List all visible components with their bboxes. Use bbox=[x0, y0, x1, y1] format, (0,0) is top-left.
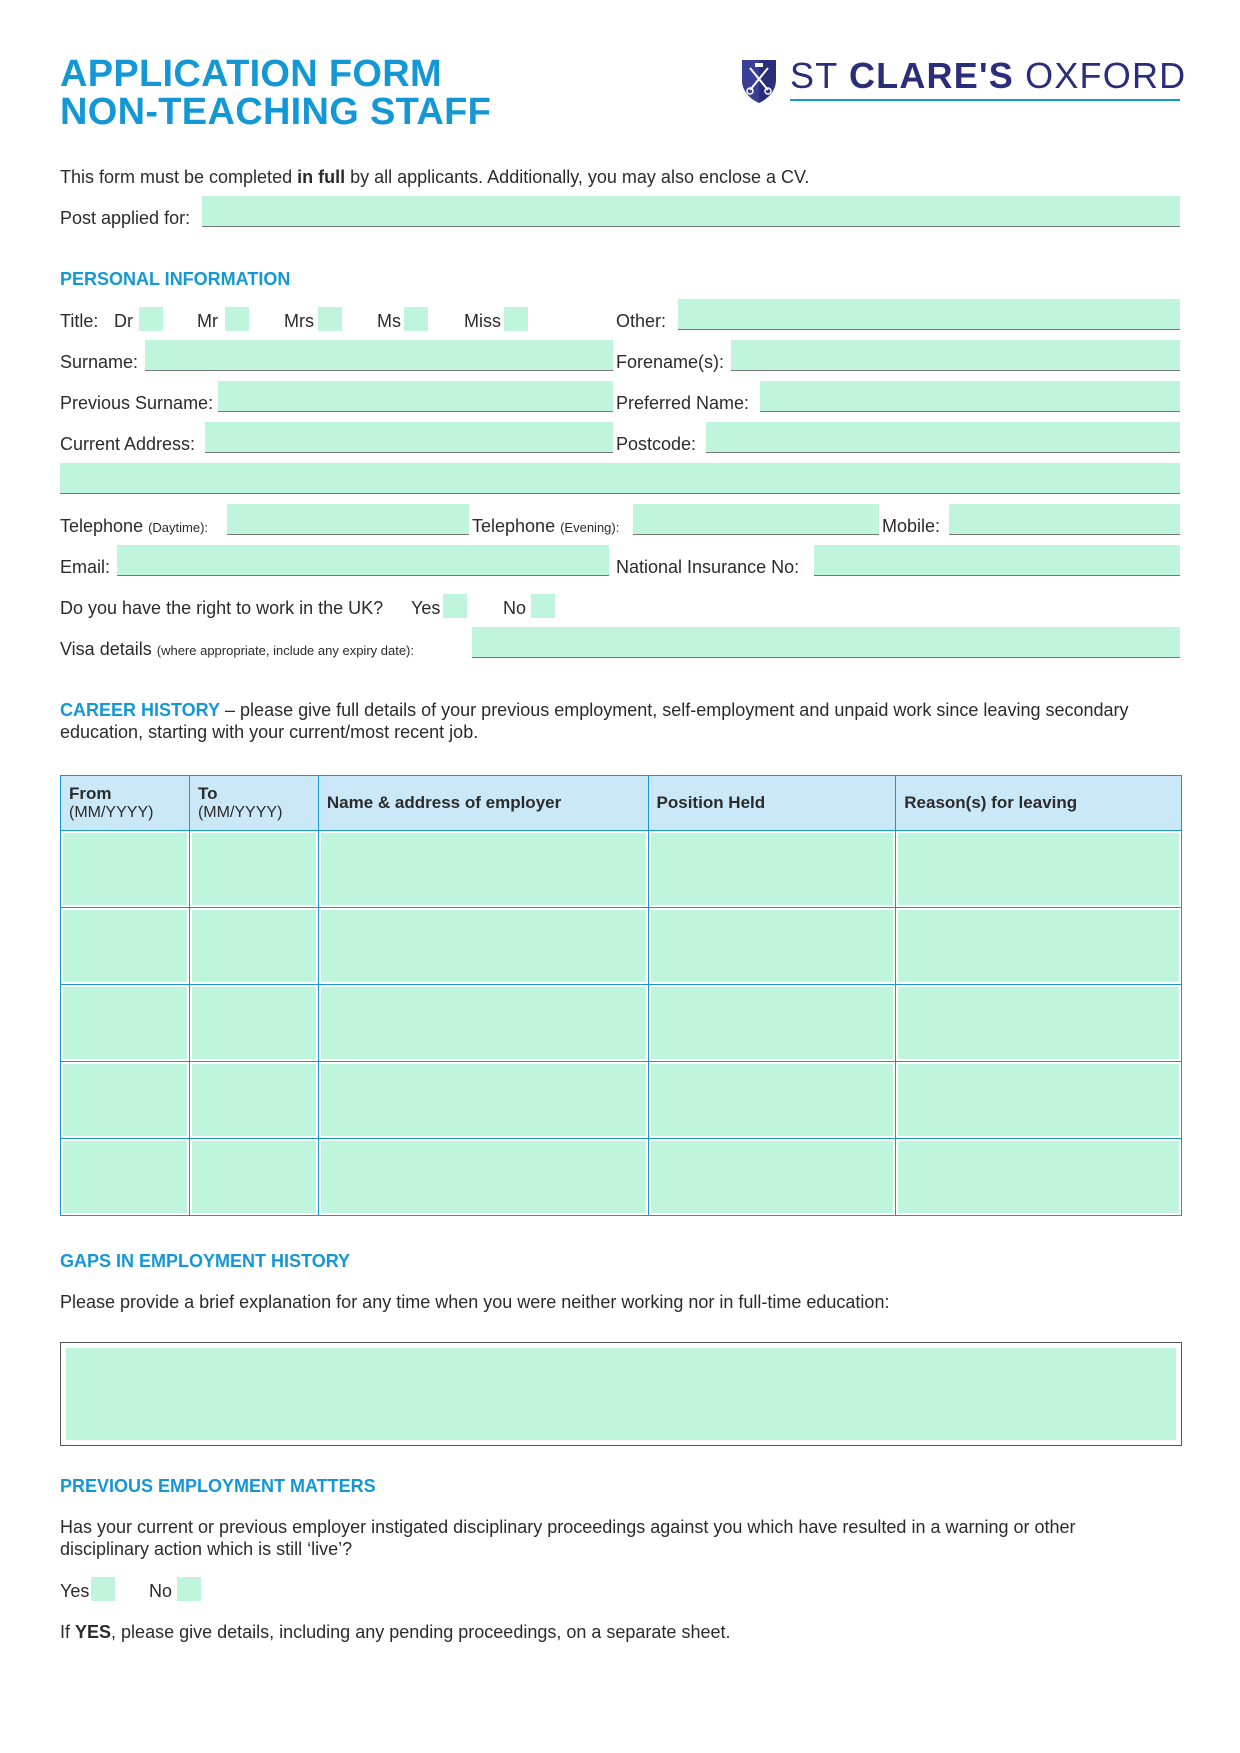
email-label: Email: bbox=[60, 557, 111, 577]
gaps-heading: GAPS IN EMPLOYMENT HISTORY bbox=[60, 1251, 351, 1271]
career-from-field[interactable] bbox=[63, 833, 187, 905]
career-cell-position bbox=[648, 1062, 896, 1139]
telephone-daytime-label bbox=[60, 515, 208, 539]
national-insurance-label: National Insurance No: bbox=[616, 557, 800, 577]
tel-day-small: (Daytime): bbox=[148, 520, 209, 535]
title-option-dr: Dr bbox=[114, 311, 133, 331]
shield-keys-icon bbox=[740, 58, 778, 104]
current-address-field[interactable] bbox=[205, 422, 613, 453]
national-insurance-field[interactable] bbox=[814, 545, 1180, 576]
career-cell-position bbox=[648, 985, 896, 1062]
career-intro-line2: education, starting with your current/most recent job. bbox=[60, 722, 479, 742]
post-applied-field[interactable] bbox=[202, 196, 1180, 227]
career-cell-to bbox=[189, 908, 318, 985]
career-cell-employer bbox=[318, 1139, 648, 1216]
post-applied-label: Post applied for: bbox=[60, 208, 191, 228]
col-to-header bbox=[189, 776, 318, 831]
career-to-field[interactable] bbox=[192, 1141, 316, 1213]
application-form-page bbox=[60, 0, 1187, 1753]
career-from-field[interactable] bbox=[63, 1064, 187, 1136]
form-title-line1: APPLICATION FORM bbox=[60, 53, 442, 95]
career-cell-position bbox=[648, 1139, 896, 1216]
logo-st: ST bbox=[790, 55, 838, 96]
gaps-explanation-box bbox=[60, 1342, 1182, 1446]
col-from-header bbox=[61, 776, 190, 831]
intro-after: by all applicants. Additionally, you may also enclose a CV. bbox=[345, 167, 810, 187]
address-line-2-field[interactable] bbox=[60, 463, 1180, 494]
career-cell-reason bbox=[896, 831, 1182, 908]
career-table-header-row bbox=[61, 776, 1182, 831]
postcode-field[interactable] bbox=[706, 422, 1180, 453]
visa-text: Visa details bbox=[60, 639, 152, 659]
career-position-field[interactable] bbox=[651, 1141, 894, 1213]
form-title bbox=[60, 55, 491, 131]
col-reason-header: Reason(s) for leaving bbox=[896, 776, 1182, 831]
disciplinary-question bbox=[60, 1516, 1182, 1560]
career-reason-field[interactable] bbox=[898, 1064, 1179, 1136]
gaps-explanation-field[interactable] bbox=[66, 1348, 1176, 1440]
career-reason-field[interactable] bbox=[898, 987, 1179, 1059]
col-from-label: From bbox=[69, 784, 112, 803]
disciplinary-no-label: No bbox=[149, 1581, 173, 1601]
surname-field[interactable] bbox=[145, 340, 613, 371]
career-employer-field[interactable] bbox=[321, 987, 646, 1059]
career-cell-position bbox=[648, 831, 896, 908]
career-table-row bbox=[61, 1139, 1182, 1216]
right-to-work-no-label: No bbox=[503, 598, 527, 618]
preferred-name-field[interactable] bbox=[760, 381, 1180, 412]
career-cell-employer bbox=[318, 831, 648, 908]
career-history-heading: CAREER HISTORY bbox=[60, 700, 221, 720]
forenames-field[interactable] bbox=[731, 340, 1180, 371]
career-cell-to bbox=[189, 1062, 318, 1139]
intro-text bbox=[60, 166, 809, 188]
title-mr-checkbox[interactable] bbox=[225, 307, 249, 331]
disciplinary-line2: disciplinary action which is still ‘live’? bbox=[60, 1539, 353, 1559]
right-to-work-yes-label: Yes bbox=[411, 598, 441, 618]
career-position-field[interactable] bbox=[651, 1064, 894, 1136]
col-position-header: Position Held bbox=[648, 776, 896, 831]
visa-details-label bbox=[60, 638, 414, 662]
tel-eve-small: (Evening): bbox=[560, 520, 620, 535]
title-option-mrs: Mrs bbox=[284, 311, 314, 331]
career-to-field[interactable] bbox=[192, 987, 316, 1059]
career-history-table bbox=[60, 775, 1182, 1216]
career-reason-field[interactable] bbox=[898, 1141, 1179, 1213]
logo-wordmark bbox=[790, 55, 1187, 96]
career-table-body bbox=[61, 831, 1182, 1216]
visa-small: (where appropriate, include any expiry date): bbox=[156, 643, 415, 658]
st-clares-logo bbox=[740, 55, 1187, 104]
career-cell-to bbox=[189, 985, 318, 1062]
email-field[interactable] bbox=[117, 545, 609, 576]
right-to-work-no-checkbox[interactable] bbox=[531, 594, 555, 618]
if-yes-note bbox=[60, 1621, 730, 1643]
career-from-field[interactable] bbox=[63, 987, 187, 1059]
if-yes-prefix: If bbox=[60, 1622, 76, 1642]
career-cell-from bbox=[61, 985, 190, 1062]
personal-info-heading: PERSONAL INFORMATION bbox=[60, 269, 291, 289]
other-label: Other: bbox=[616, 311, 667, 331]
previous-employment-heading: PREVIOUS EMPLOYMENT MATTERS bbox=[60, 1476, 376, 1496]
career-cell-reason bbox=[896, 908, 1182, 985]
disciplinary-no-checkbox[interactable] bbox=[177, 1577, 201, 1601]
career-reason-field[interactable] bbox=[898, 833, 1179, 905]
career-table-row bbox=[61, 985, 1182, 1062]
mobile-label: Mobile: bbox=[882, 516, 941, 536]
career-employer-field[interactable] bbox=[321, 910, 646, 982]
career-history-intro bbox=[60, 699, 1182, 743]
postcode-label: Postcode: bbox=[616, 434, 697, 454]
career-cell-reason bbox=[896, 1062, 1182, 1139]
career-employer-field[interactable] bbox=[321, 1064, 646, 1136]
career-position-field[interactable] bbox=[651, 987, 894, 1059]
col-employer-header: Name & address of employer bbox=[318, 776, 648, 831]
title-option-mr: Mr bbox=[197, 311, 218, 331]
career-cell-reason bbox=[896, 1139, 1182, 1216]
logo-underline bbox=[790, 99, 1180, 101]
intro-before: This form must be completed bbox=[60, 167, 298, 187]
telephone-evening-label bbox=[472, 515, 619, 539]
if-yes-rest: , please give details, including any pending proceedings, on a separate sheet. bbox=[111, 1622, 731, 1642]
career-cell-from bbox=[61, 831, 190, 908]
other-title-field[interactable] bbox=[678, 299, 1180, 330]
right-to-work-yes-checkbox[interactable] bbox=[443, 594, 467, 618]
career-intro-line1: – please give full details of your previous employment, self-employment and unpaid work since leaving secondary bbox=[220, 700, 1129, 720]
title-option-miss: Miss bbox=[464, 311, 501, 331]
intro-bold: in full bbox=[297, 167, 346, 187]
career-cell-employer bbox=[318, 908, 648, 985]
form-title-line2: NON-TEACHING STAFF bbox=[60, 91, 492, 133]
career-cell-from bbox=[61, 1062, 190, 1139]
career-to-field[interactable] bbox=[192, 1064, 316, 1136]
career-cell-employer bbox=[318, 985, 648, 1062]
career-cell-from bbox=[61, 1139, 190, 1216]
career-reason-field[interactable] bbox=[898, 910, 1179, 982]
career-cell-to bbox=[189, 831, 318, 908]
title-ms-checkbox[interactable] bbox=[404, 307, 428, 331]
previous-surname-field[interactable] bbox=[218, 381, 613, 412]
telephone-evening-field[interactable] bbox=[633, 504, 879, 535]
logo-name: CLARE'S bbox=[848, 55, 1014, 96]
mobile-field[interactable] bbox=[949, 504, 1180, 535]
title-option-ms: Ms bbox=[377, 311, 401, 331]
career-employer-field[interactable] bbox=[321, 1141, 646, 1213]
forenames-label: Forename(s): bbox=[616, 352, 725, 372]
career-table-row bbox=[61, 908, 1182, 985]
surname-label: Surname: bbox=[60, 352, 139, 372]
logo-city: OXFORD bbox=[1025, 55, 1187, 96]
career-cell-employer bbox=[318, 1062, 648, 1139]
disciplinary-line1: Has your current or previous employer instigated disciplinary proceedings against you which have resulted in a warning or other bbox=[60, 1517, 1076, 1537]
career-from-field[interactable] bbox=[63, 910, 187, 982]
col-from-sub: (MM/YYYY) bbox=[69, 804, 154, 821]
col-to-label: To bbox=[197, 784, 218, 803]
previous-surname-label: Previous Surname: bbox=[60, 393, 214, 413]
title-dr-checkbox[interactable] bbox=[139, 307, 163, 331]
col-to-sub: (MM/YYYY) bbox=[197, 804, 283, 821]
gaps-instruction: Please provide a brief explanation for any time when you were neither working nor in full-time education: bbox=[60, 1292, 890, 1312]
career-cell-reason bbox=[896, 985, 1182, 1062]
disciplinary-yes-label: Yes bbox=[60, 1581, 90, 1601]
career-position-field[interactable] bbox=[651, 833, 894, 905]
title-mrs-checkbox[interactable] bbox=[318, 307, 342, 331]
career-cell-position bbox=[648, 908, 896, 985]
career-position-field[interactable] bbox=[651, 910, 894, 982]
if-yes-bold: YES bbox=[75, 1622, 112, 1642]
telephone-daytime-field[interactable] bbox=[227, 504, 469, 535]
tel-day-text: Telephone bbox=[60, 516, 144, 536]
career-employer-field[interactable] bbox=[321, 833, 646, 905]
career-cell-to bbox=[189, 1139, 318, 1216]
current-address-label: Current Address: bbox=[60, 434, 196, 454]
preferred-name-label: Preferred Name: bbox=[616, 393, 750, 413]
title-miss-checkbox[interactable] bbox=[504, 307, 528, 331]
title-label: Title: bbox=[60, 311, 99, 331]
career-cell-from bbox=[61, 908, 190, 985]
right-to-work-label: Do you have the right to work in the UK? bbox=[60, 598, 384, 618]
disciplinary-yes-checkbox[interactable] bbox=[91, 1577, 115, 1601]
visa-details-field[interactable] bbox=[472, 627, 1180, 658]
career-to-field[interactable] bbox=[192, 833, 316, 905]
career-from-field[interactable] bbox=[63, 1141, 187, 1213]
career-table-row bbox=[61, 831, 1182, 908]
career-to-field[interactable] bbox=[192, 910, 316, 982]
career-table-row bbox=[61, 1062, 1182, 1139]
tel-eve-text: Telephone bbox=[472, 516, 556, 536]
